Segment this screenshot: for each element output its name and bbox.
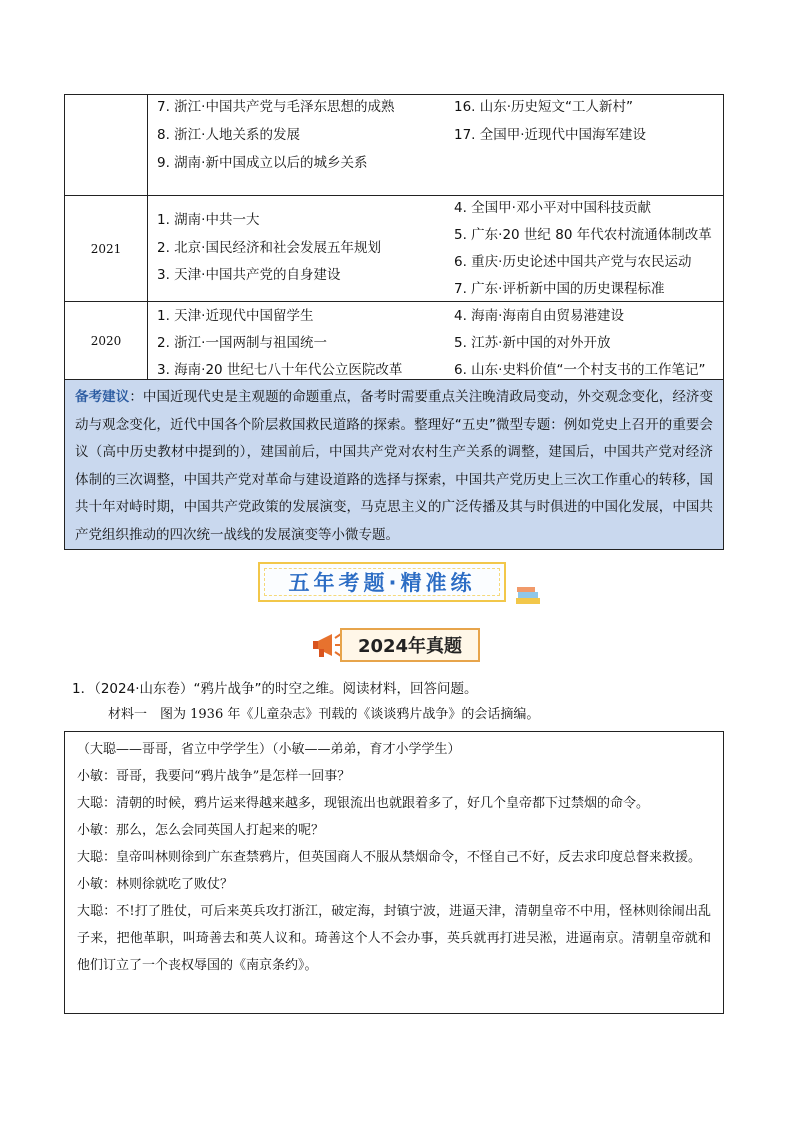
topic-item: 3. 天津·中国共产党的自身建设: [157, 267, 341, 283]
year-cell: 2020: [65, 302, 148, 379]
books-icon: [514, 584, 542, 610]
topic-item: 1. 湖南·中共一大: [157, 212, 260, 228]
study-advice: [65, 380, 723, 549]
table-row: [65, 302, 723, 380]
topic-item: 2. 北京·国民经济和社会发展五年规划: [157, 240, 381, 256]
topic-item: 16. 山东·历史短文“工人新村”: [454, 99, 634, 115]
year-cell: 2021: [65, 196, 148, 301]
topic-item: 7. 广东·评析新中国的历史课程标准: [454, 281, 665, 297]
exam-topics-table: [64, 94, 724, 550]
year-badge: [340, 628, 480, 662]
topic-item: 4. 全国甲·邓小平对中国科技贡献: [454, 200, 651, 216]
banner-title: 五年考题·精准练: [288, 571, 476, 595]
advice-text: ：中国近现代史是主观题的命题重点，备考时需要重点关注晚清政局变动，外交观念变化，经济变动与观念变化，近代中国各个阶层救国救民道路的探索。整理好“五史”微型专题：例如党史上召开的重要会议（高中历史教材中提到的），建国前后，中国共产党对农村生产关系的调整，建国后，中国共产党对经济体制的三次调整，中国共产党对革命与建设道路的选择与探索，中国共产党历史上三次工作重心的转移，国共十年对峙时期，中国共产党政策的发展演变，马克思主义的广泛传播及其与时俱进的中国化发展，中国共产党组织推动的四次统一战线的发展演变等小微专题。: [75, 389, 714, 543]
topic-item: 17. 全国甲·近现代中国海军建设: [454, 127, 647, 143]
dialog-line: 小敏：那么，怎么会同英国人打起来的呢？: [77, 823, 325, 838]
topic-item: 6. 山东·史料价值“一个村支书的工作笔记”: [454, 362, 706, 378]
badge-title: 2024年真题: [357, 636, 463, 657]
topic-item: 7. 浙江·中国共产党与毛泽东思想的成熟: [157, 99, 395, 115]
topic-item: 5. 江苏·新中国的对外开放: [454, 335, 611, 351]
dialog-line: （大聪——哥哥，省立中学学生）（小敏——弟弟，育才小学学生）: [77, 742, 461, 757]
table-row: [65, 95, 723, 196]
material-caption: 材料一 图为 1936 年《儿童杂志》刊载的《谈谈鸦片战争》的会话摘编。: [108, 707, 540, 722]
topic-item: 8. 浙江·人地关系的发展: [157, 127, 300, 143]
topic-item: 3. 海南·20 世纪七八十年代公立医院改革: [157, 362, 403, 378]
advice-label: 备考建议: [75, 389, 130, 405]
dialog-box: [64, 731, 724, 1014]
question-stem: 1．（2024·山东卷）“鸦片战争”的时空之维。阅读材料，回答问题。: [72, 681, 478, 697]
topic-item: 2. 浙江·一国两制与祖国统一: [157, 335, 327, 351]
topic-item: 1. 天津·近现代中国留学生: [157, 308, 314, 324]
dialog-line: 大聪：皇帝叫林则徐到广东查禁鸦片，但英国商人不服从禁烟命令，不怪自己不好，反去求印度总督来救援。: [77, 850, 702, 865]
topic-item: 4. 海南·海南自由贸易港建设: [454, 308, 624, 324]
topic-item: 9. 湖南·新中国成立以后的城乡关系: [157, 155, 368, 171]
topic-item: 6. 重庆·历史论述中国共产党与农民运动: [454, 254, 692, 270]
dialog-line: 小敏：哥哥，我要问“鸦片战争”是怎样一回事？: [77, 769, 351, 784]
topic-item: 5. 广东·20 世纪 80 年代农村流通体制改革: [454, 227, 712, 243]
dialog-line: 大聪：清朝的时候，鸦片运来得越来越多，现银流出也就跟着多了，好几个皇帝都下过禁烟的命令。: [77, 796, 650, 811]
section-banner: [258, 562, 506, 602]
dialog-line: 大聪：不!打了胜仗，可后来英兵攻打浙江，破定海，封镇宁波，进逼天津，清朝皇帝不中用，怪林则徐闹出乱子来，把他革职，叫琦善去和英人议和。琦善这个人不会办事，英兵就再打进吴淞，进逼南京。清朝皇帝就和他们订立了一个丧权辱国的《南京条约》。: [77, 904, 711, 973]
dialog-line: 小敏：林则徐就吃了败仗？: [77, 877, 234, 892]
year-cell: [65, 95, 148, 195]
table-row: [65, 196, 723, 302]
